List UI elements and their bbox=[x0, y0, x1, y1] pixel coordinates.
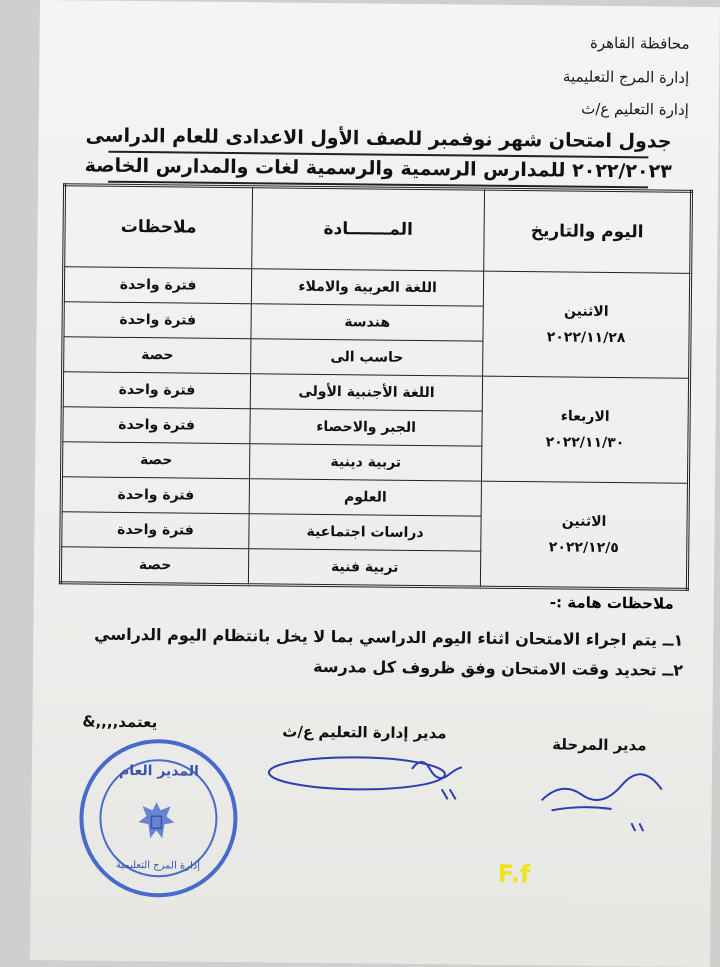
day-cell bbox=[480, 481, 688, 589]
title-line-1: جدول امتحان شهر نوفمبر للصف الأول الاعدادى للعام الدراسى bbox=[85, 124, 672, 153]
eagle-emblem-icon bbox=[133, 798, 179, 844]
subject-cell: اللغة الأجنبية الأولى bbox=[250, 374, 482, 411]
note-item-2: ٢ــ تحديد وقت الامتحان وفق ظروف كل مدرسة bbox=[313, 656, 684, 680]
document-page bbox=[30, 0, 720, 967]
official-stamp bbox=[79, 738, 239, 898]
table-header-row bbox=[64, 185, 692, 274]
note-cell: فترة واحدة bbox=[61, 512, 249, 549]
education-director-label: مدير إدارة التعليم ع/ث bbox=[282, 722, 447, 743]
notes-heading: ملاحظات هامة :- bbox=[549, 593, 674, 613]
exam-schedule-table bbox=[59, 183, 693, 591]
header-subject: المـــــــادة bbox=[252, 187, 485, 271]
subject-cell: تربية دينية bbox=[250, 444, 482, 481]
subject-cell: الجبر والاحصاء bbox=[250, 409, 482, 446]
note-cell: فترة واحدة bbox=[63, 267, 251, 304]
note-cell: فترة واحدة bbox=[62, 372, 250, 409]
note-cell: فترة واحدة bbox=[62, 407, 250, 444]
day-date: ٢٠٢٢/١١/٢٨ bbox=[546, 329, 626, 347]
day-cell bbox=[483, 271, 691, 378]
stage-director-signature-mark bbox=[531, 760, 682, 832]
day-name: الاثنين bbox=[563, 303, 609, 320]
administration-line: إدارة المرج التعليمية bbox=[562, 67, 690, 87]
subject-cell: اللغة العربية والاملاء bbox=[251, 269, 483, 306]
note-item-1: ١ــ يتم اجراء الامتحان اثناء اليوم الدراسي بما لا يخل بانتظام اليوم الدراسي bbox=[94, 624, 684, 650]
day-cell bbox=[482, 376, 690, 483]
stamp-bottom-text: إدارة المرج التعليمية bbox=[115, 859, 201, 872]
subject-cell: العلوم bbox=[249, 479, 481, 516]
day-name: الاربعاء bbox=[560, 408, 610, 425]
subject-cell: دراسات اجتماعية bbox=[249, 514, 481, 551]
watermark-text: F.f bbox=[497, 859, 531, 889]
note-cell: حصة bbox=[60, 547, 248, 585]
director-signature-mark bbox=[262, 747, 493, 809]
day-name: الاثنين bbox=[561, 513, 607, 530]
day-date: ٢٠٢٢/١١/٣٠ bbox=[545, 434, 625, 452]
note-cell: فترة واحدة bbox=[63, 302, 251, 339]
note-cell: حصة bbox=[63, 337, 251, 374]
note-cell: حصة bbox=[62, 442, 250, 479]
governorate-line: محافظة القاهرة bbox=[589, 33, 690, 53]
note-cell: فترة واحدة bbox=[61, 477, 249, 514]
approval-label: يعتمد,,,,& bbox=[82, 712, 158, 732]
title-line-2: ٢٠٢٢/٢٠٢٣ للمدارس الرسمية والرسمية لغات والمدارس الخاصة bbox=[84, 154, 672, 183]
subject-cell: هندسة bbox=[251, 304, 483, 341]
education-dept-line: إدارة التعليم ع/ث bbox=[581, 99, 689, 119]
day-date: ٢٠٢٢/١٢/٥ bbox=[548, 539, 619, 557]
subject-cell: حاسب الى bbox=[251, 339, 483, 376]
header-day-date: اليوم والتاريخ bbox=[484, 189, 692, 273]
stage-director-label: مدير المرحلة bbox=[552, 735, 647, 755]
subject-cell: تربية فنية bbox=[248, 549, 480, 587]
stamp-title: المدير العام bbox=[118, 762, 199, 780]
header-notes: ملاحظات bbox=[64, 185, 253, 269]
